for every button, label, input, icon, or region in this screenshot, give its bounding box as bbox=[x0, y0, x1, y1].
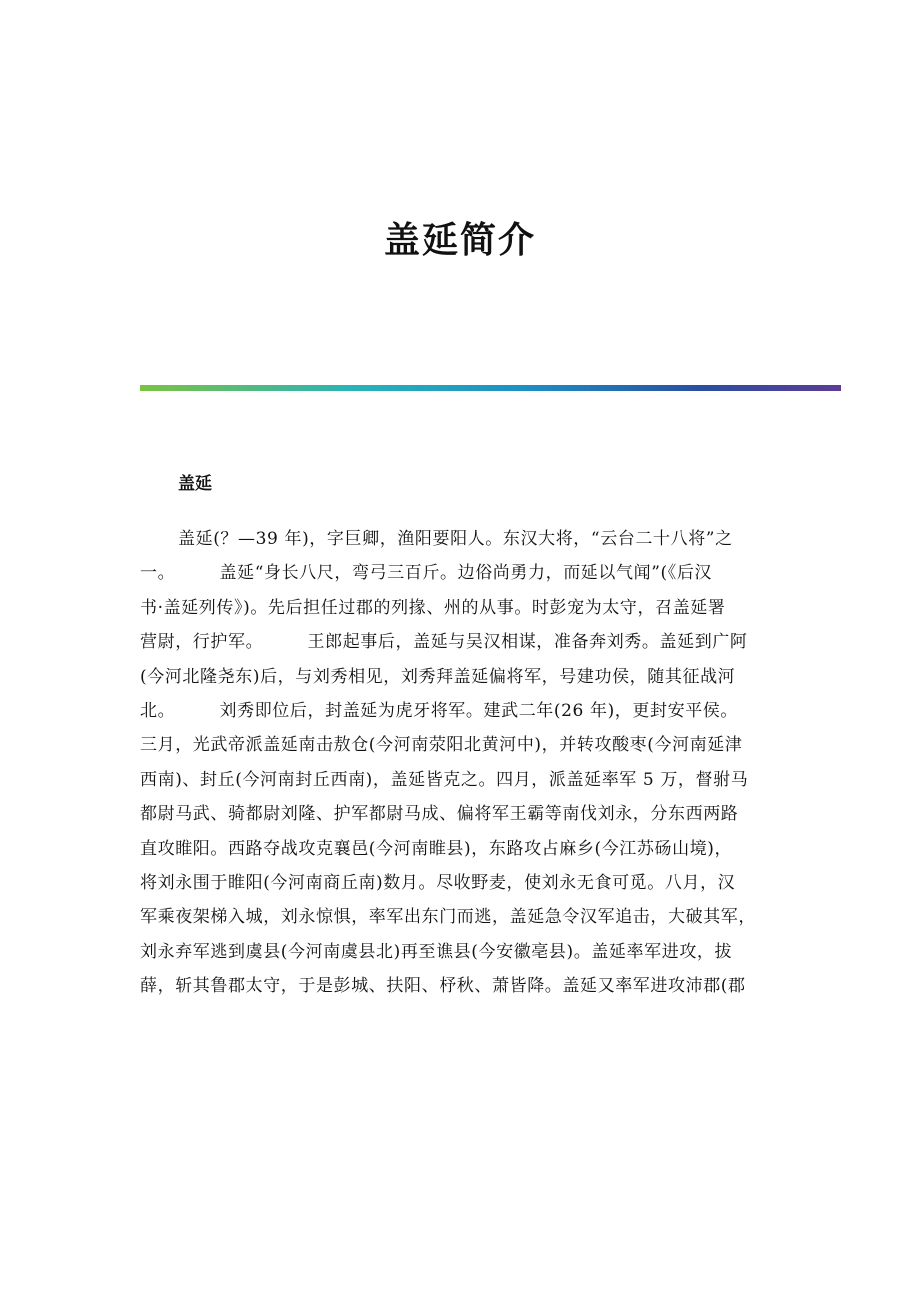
text-line: 刘永弃军逃到虞县(今河南虞县北)再至谯县(今安徽亳县)。盖延率军进攻，拔 bbox=[140, 941, 733, 962]
text-line: 北。 刘秀即位后，封盖延为虎牙将军。建武二年(26 年)，更封安平侯。 bbox=[140, 701, 738, 722]
text-line: 三月，光武帝派盖延南击敖仓(今河南荥阳北黄河中)，并转攻酸枣(今河南延津 bbox=[140, 735, 743, 756]
text-line: 直攻睢阳。西路夺战攻克襄邑(今河南睢县)，东路攻占麻乡(今江苏砀山境)， bbox=[140, 838, 733, 859]
text-line: 军乘夜架梯入城，刘永惊惧，率军出东门而逃，盖延急令汉军追击，大破其军， bbox=[140, 907, 756, 928]
text-line: 薛，斩其鲁郡太守，于是彭城、扶阳、杼秋、萧皆降。盖延又率军进攻沛郡(郡 bbox=[140, 976, 746, 997]
text-line: 一。 盖延“身长八尺，弯弓三百斤。边俗尚勇力，而延以气闻”(《后汉 bbox=[140, 563, 713, 584]
document-title: 盖延简介 bbox=[383, 219, 536, 261]
text-line: 书·盖延列传》)。先后担任过郡的列掾、州的从事。时彭宠为太守，召盖延署 bbox=[140, 597, 726, 618]
text-line: (今河北隆尧东)后，与刘秀相见，刘秀拜盖延偏将军，号建功侯，随其征战河 bbox=[140, 666, 736, 687]
text-line: 都尉马武、骑都尉刘隆、护军都尉马成、偏将军王霸等南伐刘永，分东西两路 bbox=[140, 804, 739, 825]
body-paragraph bbox=[140, 522, 780, 1004]
gradient-divider bbox=[140, 385, 841, 391]
text-line: 盖延(？—39 年)，字巨卿，渔阳要阳人。东汉大将，“云台二十八将”之 bbox=[178, 529, 733, 549]
text-line: 将刘永围于睢阳(今河南商丘南)数月。尽收野麦，使刘永无食可觅。八月，汉 bbox=[140, 873, 736, 894]
text-line: 营尉，行护军。 王郎起事后，盖延与吴汉相谋，准备奔刘秀。盖延到广阿 bbox=[140, 632, 748, 653]
section-heading: 盖延 bbox=[178, 474, 212, 494]
text-line: 西南)、封丘(今河南封丘西南)，盖延皆克之。四月，派盖延率军 5 万，督驸马 bbox=[140, 769, 749, 790]
